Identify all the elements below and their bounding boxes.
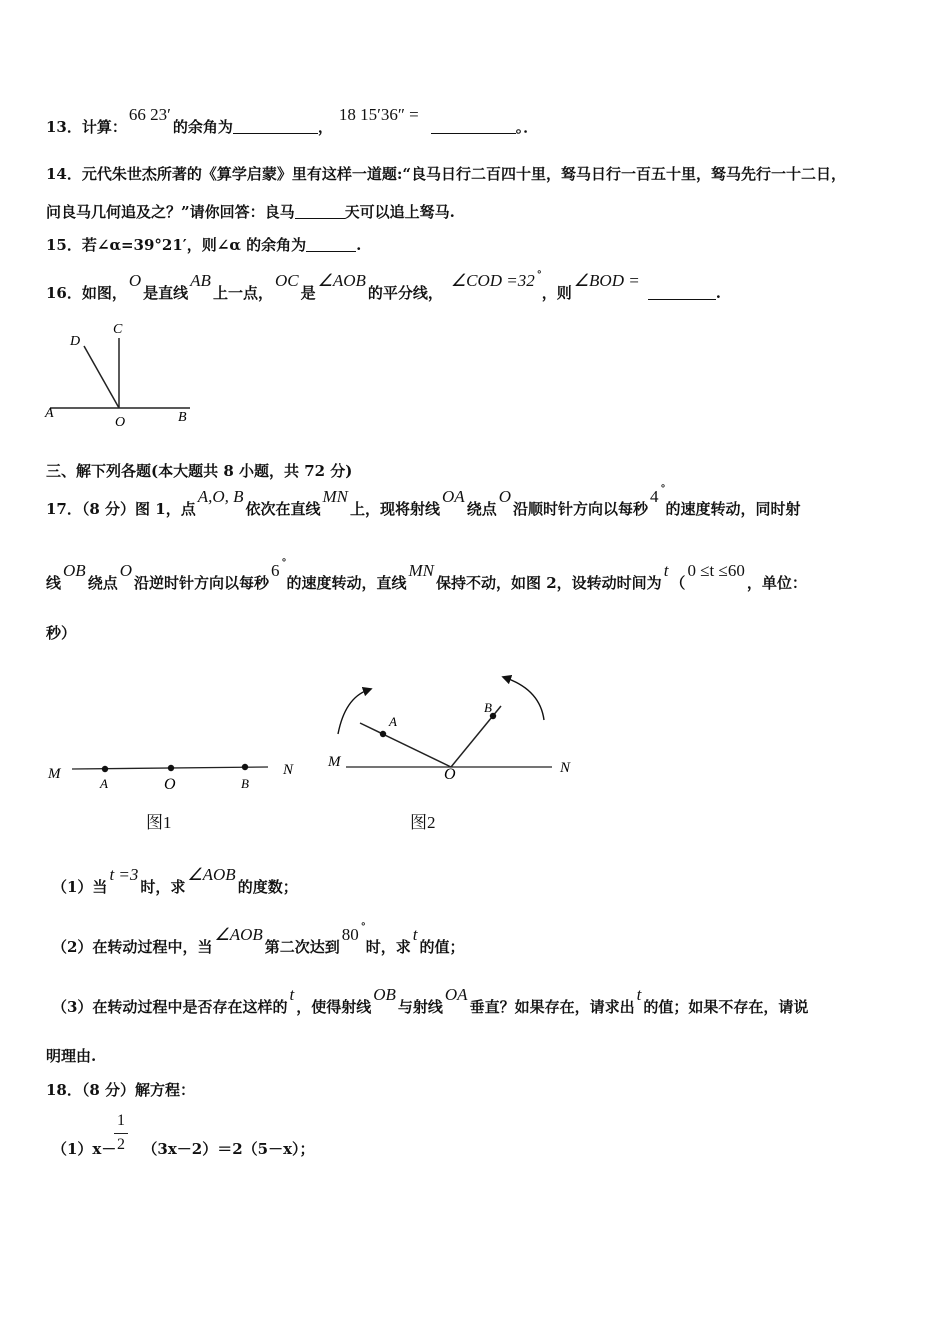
- q13-expr1: 66 23′: [128, 105, 171, 124]
- q17-t: t: [663, 561, 669, 580]
- q17-sub3-line2: 明理由.: [46, 1047, 97, 1065]
- q18-a: （1）x－: [52, 1140, 117, 1158]
- sub3-t: t: [289, 985, 295, 1004]
- sub1-a: （1）当: [52, 878, 108, 896]
- label-n: N: [283, 762, 294, 778]
- question-16: [46, 270, 721, 303]
- label-b: B: [241, 776, 249, 791]
- label-a: A: [45, 406, 54, 421]
- question-17-line1: [46, 484, 801, 519]
- q17-sub1: [52, 865, 298, 897]
- sub2-b: 第二次达到: [264, 938, 340, 956]
- ray-oa: [360, 723, 451, 767]
- q17-deg2: °: [281, 558, 287, 569]
- q17-l2d: 的速度转动，直线: [286, 574, 407, 592]
- sub3-e: 的值；如果不存在，请说: [643, 998, 809, 1016]
- fraction-denominator: 2: [117, 1136, 125, 1153]
- question-17-line3: 秒）: [46, 624, 77, 642]
- label-m: M: [48, 766, 61, 782]
- q17-points: A,O, B: [197, 487, 244, 506]
- arrow-counterclockwise: [506, 678, 544, 720]
- sub1-c: 的度数；: [237, 878, 298, 896]
- answer-blank[interactable]: [233, 118, 318, 134]
- question-15: [46, 234, 361, 255]
- q17-l2g: ，单位：: [746, 574, 807, 592]
- sub3-a: （3）在转动过程中是否存在这样的: [52, 998, 288, 1016]
- sub1-angle: ∠AOB: [187, 865, 236, 884]
- figure-1: [40, 755, 310, 800]
- label-d: D: [70, 334, 81, 349]
- q13-expr2: 18 15′36″ =: [338, 105, 419, 124]
- point-a: [102, 766, 108, 772]
- sub2-deg: °: [360, 922, 366, 933]
- q17-l1a: 17．（8 分）图 1，点: [46, 500, 196, 518]
- sub2-angle: ∠AOB: [214, 925, 263, 944]
- q16-label: 16．如图，: [46, 284, 127, 302]
- label-c: C: [113, 322, 123, 337]
- label-b: B: [178, 410, 187, 425]
- fraction-numerator: 1: [117, 1112, 125, 1129]
- q14-text-a: 问良马几何追及之？”请你回答：良马: [46, 203, 295, 221]
- q13-end: 。．: [515, 118, 539, 136]
- q16-t4: 的平分线，: [367, 284, 443, 302]
- q17-l1e: 沿顺时针方向以每秒: [513, 500, 649, 518]
- q17-l2e: 保持不动，如图 2，设转动时间为: [436, 574, 662, 592]
- ray-od: [84, 346, 119, 408]
- sub1-t: t =3: [109, 865, 139, 884]
- point-o: [168, 765, 174, 771]
- label-a: A: [389, 714, 397, 729]
- question-13: [46, 105, 539, 137]
- q16-t2: 上一点，: [212, 284, 273, 302]
- sub3-oa: OA: [444, 985, 468, 1004]
- q17-mn: MN: [322, 487, 349, 506]
- sub1-b: 时，求: [140, 878, 186, 896]
- answer-blank[interactable]: [431, 118, 516, 134]
- q17-sub2: [52, 922, 465, 957]
- q17-range: 0 ≤t ≤60: [687, 561, 745, 580]
- q17-deg: °: [660, 484, 666, 495]
- q16-cod: ∠COD =32: [450, 271, 535, 290]
- q17-o: O: [498, 487, 511, 506]
- section-3-heading: 三、解下列各题(本大题共 8 小题，共 72 分): [46, 462, 353, 480]
- q17-ob: OB: [63, 561, 86, 580]
- question-14-line1: 14．元代朱世杰所著的《算学启蒙》里有这样一道题:“良马日行二百四十里，驽马日行一百五十里，驽马先行一十二日，: [46, 165, 847, 183]
- q17-6: 6: [271, 561, 280, 580]
- question-17-line2: [46, 558, 807, 593]
- sub3-t2: t: [636, 985, 642, 1004]
- q16-AB: AB: [190, 271, 211, 290]
- q13-text1: 的余角为: [172, 118, 233, 136]
- q16-deg: °: [536, 270, 542, 281]
- q18-equation: [52, 1138, 315, 1159]
- q17-oa: OA: [442, 487, 465, 506]
- question-14-line2: [46, 201, 455, 222]
- q15-text: 15．若∠α=39°21′，则∠α 的余角为: [46, 236, 307, 254]
- sub3-d: 垂直？如果存在，请求出: [469, 998, 635, 1016]
- sub3-c: 与射线: [397, 998, 443, 1016]
- answer-blank[interactable]: [295, 203, 345, 219]
- q13-label: 13．计算：: [46, 118, 127, 136]
- sub2-a: （2）在转动过程中，当: [52, 938, 213, 956]
- point-b: [242, 764, 248, 770]
- label-b: B: [484, 700, 492, 715]
- q16-end: .: [715, 284, 721, 302]
- label-n: N: [560, 760, 571, 776]
- q17-l2f: （: [670, 574, 686, 592]
- arrow-clockwise: [338, 690, 368, 734]
- answer-blank[interactable]: [648, 284, 716, 300]
- q17-l2c: 沿逆时针方向以每秒: [133, 574, 269, 592]
- q16-OC: OC: [274, 271, 299, 290]
- q13-comma: ，: [317, 118, 333, 136]
- sub2-d: 的值；: [419, 938, 465, 956]
- figure-1-caption: 图1: [146, 813, 172, 832]
- q17-l1d: 绕点: [466, 500, 497, 518]
- figure-2: [320, 668, 590, 793]
- q17-l1f: 的速度转动，同时射: [665, 500, 801, 518]
- sub3-ob: OB: [373, 985, 396, 1004]
- sub3-b: ，使得射线: [296, 998, 372, 1016]
- q16-t1: 是直线: [143, 284, 189, 302]
- label-o: O: [444, 766, 456, 783]
- label-o: O: [115, 415, 126, 430]
- q17-l1b: 依次在直线: [245, 500, 321, 518]
- sub2-c: 时，求: [365, 938, 411, 956]
- figure-q16: [40, 318, 210, 433]
- q16-t3: 是: [300, 284, 316, 302]
- answer-blank[interactable]: [306, 236, 356, 252]
- label-o: O: [164, 776, 176, 793]
- q17-4: 4: [650, 487, 659, 506]
- q17-l2a: 线: [46, 574, 62, 592]
- sub2-t: t: [412, 925, 418, 944]
- question-18-title: 18．（8 分）解方程：: [46, 1081, 196, 1099]
- point-a: [380, 731, 386, 737]
- q16-t5: ，则: [541, 284, 572, 302]
- q17-l2b: 绕点: [87, 574, 118, 592]
- figure-2-caption: 图2: [410, 813, 436, 832]
- q16-bod: ∠BOD =: [573, 271, 640, 290]
- q15-end: .: [356, 236, 362, 254]
- label-a: A: [100, 776, 108, 791]
- q18-b: （3x－2）＝2（5－x）；: [142, 1140, 315, 1158]
- q17-o2: O: [119, 561, 132, 580]
- q17-mn2: MN: [408, 561, 435, 580]
- q16-O: O: [128, 271, 142, 290]
- label-m: M: [328, 754, 341, 770]
- q16-AOB: ∠AOB: [317, 271, 366, 290]
- q14-text-b: 天可以追上驽马.: [344, 203, 455, 221]
- q17-sub3-line1: [52, 985, 809, 1017]
- sub2-value: 80: [341, 925, 359, 944]
- q17-l1c: 上，现将射线: [350, 500, 441, 518]
- fraction-bar: [114, 1133, 128, 1134]
